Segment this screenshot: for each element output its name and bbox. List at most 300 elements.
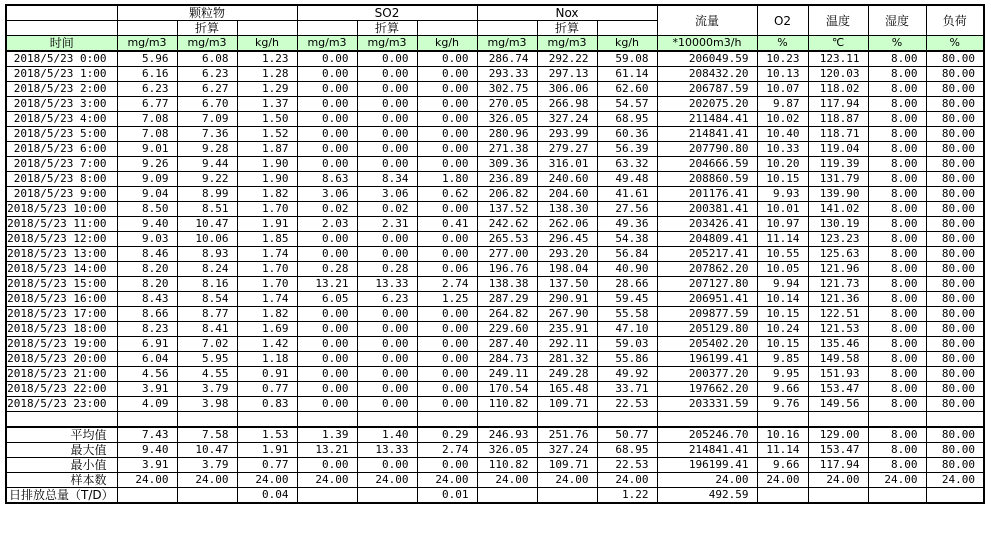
value-cell: 492.59 <box>657 487 757 503</box>
value-cell: 271.38 <box>477 142 537 157</box>
value-cell: 80.00 <box>926 292 984 307</box>
value-cell: 0.00 <box>417 51 477 67</box>
row-label-cell: 最大值 <box>6 442 117 457</box>
table-row <box>6 142 984 157</box>
value-cell: 287.29 <box>477 292 537 307</box>
value-cell: 153.47 <box>808 382 868 397</box>
value-cell: 137.50 <box>537 277 597 292</box>
value-cell: 0.00 <box>417 232 477 247</box>
value-cell: 8.20 <box>117 277 177 292</box>
value-cell: 0.00 <box>297 82 357 97</box>
value-cell: 0.00 <box>417 82 477 97</box>
value-cell: 1.90 <box>237 172 297 187</box>
value-cell: 0.00 <box>417 352 477 367</box>
value-cell <box>477 487 537 503</box>
value-cell: 286.74 <box>477 51 537 67</box>
value-cell: 153.47 <box>808 442 868 457</box>
value-cell: 63.32 <box>597 157 657 172</box>
value-cell: 1.82 <box>237 187 297 202</box>
value-cell: 8.00 <box>868 82 926 97</box>
value-cell: 8.00 <box>868 397 926 412</box>
value-cell: 10.05 <box>757 262 808 277</box>
value-cell: 4.55 <box>177 367 237 382</box>
row-label-cell: 2018/5/23 4:00 <box>6 112 117 127</box>
value-cell: 80.00 <box>926 247 984 262</box>
value-cell: 10.47 <box>177 442 237 457</box>
value-cell: 266.98 <box>537 97 597 112</box>
value-cell: 80.00 <box>926 232 984 247</box>
value-cell: 203426.41 <box>657 217 757 232</box>
value-cell: 22.53 <box>597 457 657 472</box>
unit-cell-load: % <box>926 36 984 52</box>
row-label-cell: 样本数 <box>6 472 117 487</box>
value-cell: 205402.20 <box>657 337 757 352</box>
value-cell: 4.09 <box>117 397 177 412</box>
value-cell <box>357 412 417 427</box>
value-cell: 206787.59 <box>657 82 757 97</box>
row-label-cell: 2018/5/23 21:00 <box>6 367 117 382</box>
row-label-cell: 2018/5/23 6:00 <box>6 142 117 157</box>
value-cell: 1.39 <box>297 427 357 443</box>
value-cell: 6.04 <box>117 352 177 367</box>
value-cell: 293.33 <box>477 67 537 82</box>
value-cell: 7.08 <box>117 127 177 142</box>
value-cell: 8.66 <box>117 307 177 322</box>
value-cell: 9.01 <box>117 142 177 157</box>
value-cell: 0.04 <box>237 487 297 503</box>
unit-cell: mg/m3 <box>477 36 537 52</box>
value-cell: 7.08 <box>117 112 177 127</box>
row-label-cell: 2018/5/23 23:00 <box>6 397 117 412</box>
value-cell: 326.05 <box>477 112 537 127</box>
value-cell: 297.13 <box>537 67 597 82</box>
row-label-cell: 2018/5/23 13:00 <box>6 247 117 262</box>
empty-cell <box>297 21 357 36</box>
value-cell: 0.00 <box>297 112 357 127</box>
value-cell: 0.00 <box>357 142 417 157</box>
value-cell: 59.45 <box>597 292 657 307</box>
value-cell: 1.69 <box>237 322 297 337</box>
value-cell: 80.00 <box>926 367 984 382</box>
value-cell: 211484.41 <box>657 112 757 127</box>
value-cell: 9.09 <box>117 172 177 187</box>
value-cell: 246.93 <box>477 427 537 443</box>
unit-cell: kg/h <box>417 36 477 52</box>
value-cell: 290.91 <box>537 292 597 307</box>
value-cell: 24.00 <box>357 472 417 487</box>
value-cell: 8.00 <box>868 427 926 443</box>
value-cell: 7.09 <box>177 112 237 127</box>
table-row <box>6 322 984 337</box>
value-cell: 0.00 <box>417 367 477 382</box>
value-cell: 293.99 <box>537 127 597 142</box>
unit-cell-o2: % <box>757 36 808 52</box>
row-label-cell: 平均值 <box>6 427 117 443</box>
value-cell: 204809.41 <box>657 232 757 247</box>
value-cell: 80.00 <box>926 337 984 352</box>
value-cell: 0.00 <box>417 307 477 322</box>
value-cell: 0.02 <box>297 202 357 217</box>
value-cell: 1.50 <box>237 112 297 127</box>
value-cell: 8.20 <box>117 262 177 277</box>
value-cell: 0.00 <box>297 67 357 82</box>
value-cell <box>868 487 926 503</box>
value-cell: 61.14 <box>597 67 657 82</box>
value-cell: 165.48 <box>537 382 597 397</box>
value-cell: 1.37 <box>237 97 297 112</box>
value-cell: 8.00 <box>868 367 926 382</box>
value-cell: 0.00 <box>357 67 417 82</box>
value-cell: 80.00 <box>926 457 984 472</box>
value-cell: 9.66 <box>757 382 808 397</box>
value-cell: 10.97 <box>757 217 808 232</box>
value-cell <box>117 412 177 427</box>
value-cell: 0.00 <box>297 142 357 157</box>
table-row <box>6 67 984 82</box>
value-cell: 203331.59 <box>657 397 757 412</box>
value-cell: 121.53 <box>808 322 868 337</box>
value-cell: 8.41 <box>177 322 237 337</box>
value-cell: 1.70 <box>237 202 297 217</box>
summary-row <box>6 457 984 472</box>
value-cell: 0.28 <box>357 262 417 277</box>
value-cell: 80.00 <box>926 127 984 142</box>
value-cell: 8.00 <box>868 232 926 247</box>
value-cell: 10.20 <box>757 157 808 172</box>
value-cell: 8.00 <box>868 51 926 67</box>
value-cell: 1.91 <box>237 217 297 232</box>
value-cell: 6.16 <box>117 67 177 82</box>
value-cell: 0.83 <box>237 397 297 412</box>
value-cell: 24.00 <box>868 472 926 487</box>
value-cell: 1.23 <box>237 51 297 67</box>
value-cell: 0.28 <box>297 262 357 277</box>
value-cell: 9.44 <box>177 157 237 172</box>
header-row-units <box>6 36 984 52</box>
value-cell: 9.94 <box>757 277 808 292</box>
value-cell: 10.16 <box>757 427 808 443</box>
value-cell: 6.05 <box>297 292 357 307</box>
value-cell: 6.70 <box>177 97 237 112</box>
value-cell: 110.82 <box>477 397 537 412</box>
row-label-cell: 2018/5/23 12:00 <box>6 232 117 247</box>
value-cell: 0.00 <box>297 51 357 67</box>
row-label-cell: 2018/5/23 1:00 <box>6 67 117 82</box>
value-cell: 0.00 <box>357 51 417 67</box>
value-cell: 8.00 <box>868 382 926 397</box>
value-cell: 9.04 <box>117 187 177 202</box>
value-cell: 0.62 <box>417 187 477 202</box>
value-cell: 151.93 <box>808 367 868 382</box>
value-cell: 1.18 <box>237 352 297 367</box>
value-cell: 119.04 <box>808 142 868 157</box>
value-cell: 80.00 <box>926 67 984 82</box>
empty-cell <box>417 21 477 36</box>
value-cell: 214841.41 <box>657 442 757 457</box>
value-cell: 10.55 <box>757 247 808 262</box>
subheader-so2-converted: 折算 <box>357 21 417 36</box>
value-cell: 60.36 <box>597 127 657 142</box>
value-cell: 206049.59 <box>657 51 757 67</box>
value-cell: 196.76 <box>477 262 537 277</box>
value-cell: 0.00 <box>297 232 357 247</box>
value-cell: 80.00 <box>926 51 984 67</box>
value-cell: 0.00 <box>357 127 417 142</box>
value-cell: 8.16 <box>177 277 237 292</box>
value-cell <box>868 412 926 427</box>
unit-cell-temperature: ℃ <box>808 36 868 52</box>
value-cell: 24.00 <box>297 472 357 487</box>
value-cell: 80.00 <box>926 322 984 337</box>
value-cell: 201176.41 <box>657 187 757 202</box>
value-cell: 287.40 <box>477 337 537 352</box>
value-cell: 110.82 <box>477 457 537 472</box>
value-cell: 205246.70 <box>657 427 757 443</box>
value-cell <box>926 487 984 503</box>
table-row <box>6 202 984 217</box>
table-row <box>6 247 984 262</box>
value-cell: 0.00 <box>297 157 357 172</box>
value-cell: 206.82 <box>477 187 537 202</box>
value-cell: 3.06 <box>357 187 417 202</box>
value-cell: 8.00 <box>868 172 926 187</box>
value-cell: 0.00 <box>417 322 477 337</box>
value-cell: 80.00 <box>926 187 984 202</box>
value-cell: 41.61 <box>597 187 657 202</box>
value-cell: 309.36 <box>477 157 537 172</box>
value-cell: 8.50 <box>117 202 177 217</box>
value-cell: 118.02 <box>808 82 868 97</box>
value-cell: 24.00 <box>808 472 868 487</box>
table-row <box>6 292 984 307</box>
value-cell: 1.29 <box>237 82 297 97</box>
value-cell: 280.96 <box>477 127 537 142</box>
value-cell: 0.00 <box>357 247 417 262</box>
value-cell: 55.58 <box>597 307 657 322</box>
value-cell: 0.00 <box>357 352 417 367</box>
summary-row <box>6 442 984 457</box>
value-cell: 125.63 <box>808 247 868 262</box>
value-cell: 296.45 <box>537 232 597 247</box>
value-cell: 10.01 <box>757 202 808 217</box>
value-cell: 8.00 <box>868 67 926 82</box>
column-header-temperature: 温度 <box>808 5 868 36</box>
value-cell: 10.07 <box>757 82 808 97</box>
value-cell: 207790.80 <box>657 142 757 157</box>
value-cell: 8.00 <box>868 217 926 232</box>
value-cell: 122.51 <box>808 307 868 322</box>
value-cell: 0.00 <box>357 232 417 247</box>
value-cell <box>926 412 984 427</box>
table-row <box>6 352 984 367</box>
summary-row <box>6 427 984 443</box>
value-cell: 0.41 <box>417 217 477 232</box>
value-cell: 7.58 <box>177 427 237 443</box>
value-cell: 1.25 <box>417 292 477 307</box>
summary-row <box>6 472 984 487</box>
value-cell: 123.23 <box>808 232 868 247</box>
value-cell: 80.00 <box>926 142 984 157</box>
row-label-cell <box>6 412 117 427</box>
empty-cell <box>597 21 657 36</box>
value-cell: 80.00 <box>926 112 984 127</box>
value-cell: 6.77 <box>117 97 177 112</box>
value-cell: 281.32 <box>537 352 597 367</box>
value-cell <box>477 412 537 427</box>
unit-cell: kg/h <box>237 36 297 52</box>
value-cell: 9.66 <box>757 457 808 472</box>
value-cell: 8.00 <box>868 187 926 202</box>
value-cell: 209877.59 <box>657 307 757 322</box>
value-cell: 1.52 <box>237 127 297 142</box>
value-cell: 54.38 <box>597 232 657 247</box>
value-cell: 5.95 <box>177 352 237 367</box>
value-cell: 8.43 <box>117 292 177 307</box>
row-label-cell: 2018/5/23 20:00 <box>6 352 117 367</box>
value-cell: 80.00 <box>926 442 984 457</box>
value-cell: 0.00 <box>297 307 357 322</box>
row-label-cell: 2018/5/23 5:00 <box>6 127 117 142</box>
value-cell: 24.00 <box>926 472 984 487</box>
value-cell: 10.15 <box>757 337 808 352</box>
value-cell: 54.57 <box>597 97 657 112</box>
row-label-cell: 2018/5/23 2:00 <box>6 82 117 97</box>
value-cell: 8.00 <box>868 352 926 367</box>
value-cell: 5.96 <box>117 51 177 67</box>
value-cell <box>757 487 808 503</box>
spacer-row <box>6 412 984 427</box>
value-cell: 229.60 <box>477 322 537 337</box>
value-cell: 207862.20 <box>657 262 757 277</box>
value-cell: 1.82 <box>237 307 297 322</box>
row-label-cell: 2018/5/23 14:00 <box>6 262 117 277</box>
row-label-cell: 2018/5/23 10:00 <box>6 202 117 217</box>
value-cell: 0.00 <box>357 367 417 382</box>
group-header-so2: SO2 <box>297 5 477 21</box>
value-cell <box>808 412 868 427</box>
value-cell: 0.00 <box>417 397 477 412</box>
value-cell: 292.11 <box>537 337 597 352</box>
value-cell: 208860.59 <box>657 172 757 187</box>
value-cell: 0.00 <box>417 337 477 352</box>
table-row <box>6 277 984 292</box>
value-cell: 2.03 <box>297 217 357 232</box>
value-cell: 0.00 <box>297 382 357 397</box>
value-cell: 49.36 <box>597 217 657 232</box>
value-cell: 0.00 <box>417 157 477 172</box>
value-cell: 9.87 <box>757 97 808 112</box>
value-cell: 236.89 <box>477 172 537 187</box>
value-cell: 8.46 <box>117 247 177 262</box>
value-cell: 123.11 <box>808 51 868 67</box>
value-cell: 0.01 <box>417 487 477 503</box>
row-label-cell: 最小值 <box>6 457 117 472</box>
unit-cell: mg/m3 <box>357 36 417 52</box>
table-row <box>6 127 984 142</box>
row-label-cell: 2018/5/23 17:00 <box>6 307 117 322</box>
value-cell: 24.00 <box>177 472 237 487</box>
value-cell: 0.00 <box>357 112 417 127</box>
value-cell: 8.00 <box>868 142 926 157</box>
value-cell <box>177 487 237 503</box>
value-cell: 197662.20 <box>657 382 757 397</box>
empty-cell <box>6 21 117 36</box>
value-cell: 10.15 <box>757 307 808 322</box>
value-cell <box>237 412 297 427</box>
value-cell: 206951.41 <box>657 292 757 307</box>
value-cell: 121.73 <box>808 277 868 292</box>
value-cell: 9.95 <box>757 367 808 382</box>
value-cell: 0.00 <box>357 457 417 472</box>
value-cell: 1.85 <box>237 232 297 247</box>
value-cell: 7.36 <box>177 127 237 142</box>
value-cell: 9.93 <box>757 187 808 202</box>
value-cell: 80.00 <box>926 262 984 277</box>
empty-cell <box>117 21 177 36</box>
value-cell: 1.28 <box>237 67 297 82</box>
value-cell: 149.58 <box>808 352 868 367</box>
table-row <box>6 367 984 382</box>
value-cell: 135.46 <box>808 337 868 352</box>
value-cell: 80.00 <box>926 157 984 172</box>
value-cell: 9.26 <box>117 157 177 172</box>
row-label-cell: 2018/5/23 15:00 <box>6 277 117 292</box>
time-column-header: 时间 <box>6 36 117 52</box>
value-cell: 80.00 <box>926 307 984 322</box>
value-cell: 24.00 <box>537 472 597 487</box>
value-cell: 80.00 <box>926 82 984 97</box>
row-label-cell: 日排放总量（T/D） <box>6 487 117 503</box>
table-row <box>6 112 984 127</box>
value-cell: 49.92 <box>597 367 657 382</box>
value-cell: 3.91 <box>117 382 177 397</box>
value-cell: 0.00 <box>357 382 417 397</box>
header-row-groups <box>6 5 984 21</box>
table-row <box>6 51 984 67</box>
unit-cell-flow: *10000m3/h <box>657 36 757 52</box>
value-cell: 0.06 <box>417 262 477 277</box>
value-cell: 139.90 <box>808 187 868 202</box>
value-cell: 8.00 <box>868 97 926 112</box>
value-cell: 138.38 <box>477 277 537 292</box>
value-cell: 121.96 <box>808 262 868 277</box>
value-cell: 8.00 <box>868 157 926 172</box>
value-cell: 8.54 <box>177 292 237 307</box>
value-cell: 22.53 <box>597 397 657 412</box>
value-cell: 33.71 <box>597 382 657 397</box>
value-cell: 24.00 <box>657 472 757 487</box>
row-label-cell: 2018/5/23 18:00 <box>6 322 117 337</box>
table-row <box>6 217 984 232</box>
value-cell: 1.22 <box>597 487 657 503</box>
value-cell: 0.00 <box>297 457 357 472</box>
value-cell: 1.90 <box>237 157 297 172</box>
value-cell: 1.91 <box>237 442 297 457</box>
table-row <box>6 307 984 322</box>
table-row <box>6 187 984 202</box>
value-cell: 80.00 <box>926 202 984 217</box>
value-cell: 28.66 <box>597 277 657 292</box>
table-row <box>6 397 984 412</box>
row-label-cell: 2018/5/23 0:00 <box>6 51 117 67</box>
value-cell: 8.00 <box>868 457 926 472</box>
value-cell: 0.00 <box>297 97 357 112</box>
value-cell: 0.00 <box>417 112 477 127</box>
value-cell: 306.06 <box>537 82 597 97</box>
value-cell: 3.06 <box>297 187 357 202</box>
value-cell: 0.77 <box>237 457 297 472</box>
value-cell: 0.00 <box>417 382 477 397</box>
